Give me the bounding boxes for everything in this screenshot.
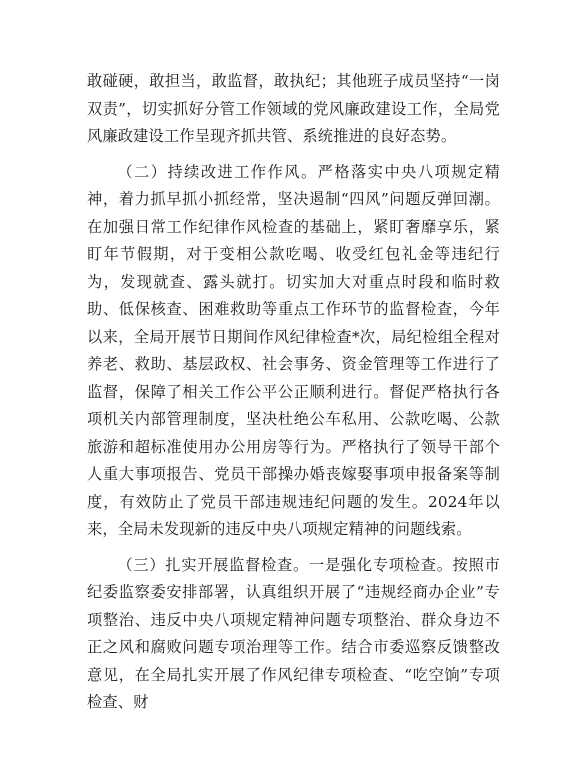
paragraph-2: （二）持续改进工作作风。严格落实中央八项规定精神，着力抓早抓小抓经常，坚决遏制“四风”问题反弹回潮。在加强日常工作纪律作风检查的基础上，紧盯奢靡享乐，紧盯年节假期，对于变相公款吃喝、收受红包礼金等违纪行为，发现就查、露头就打。切实加大对重点时段和临时救助、低保核查、困难救助等重点工作环节的监督检查，今年以来，全局开展节日期间作风纪律检查*次，局纪检组全程对养老、救助、基层政权、社会事务、资金管理等工作进行了监督，保障了相关工作公平公正顺利进行。督促严格执行各项机关内部管理制度，坚决杜绝公车私用、公款吃喝、公款旅游和超标准使用办公用房等行为。严格执行了领导干部个人重大事项报告、党员干部操办婚丧嫁娶事项申报备案等制度，有效防止了党员干部违规违纪问题的发生。2024年以来，全局未发现新的违反中央八项规定精神的问题线索。 [87, 162, 500, 538]
paragraph-1: 敢碰硬，敢担当，敢监督，敢执纪；其他班子成员坚持“一岗双责”，切实抓好分管工作领域的党风廉政建设工作，全局党风廉政建设工作呈现齐抓共管、系统推进的良好态势。 [87, 72, 500, 145]
document-body [87, 68, 500, 725]
paragraph-3: （三）扎实开展监督检查。一是强化专项检查。按照市纪委监察委安排部署，认真组织开展了“违规经商办企业”专项整治、违反中央八项规定精神问题专项整治、群众身边不正之风和腐败问题专项治理等工作。结合市委巡察反馈整改意见，在全局扎实开展了作风纪律专项检查、“吃空饷”专项检查、财 [87, 555, 500, 711]
